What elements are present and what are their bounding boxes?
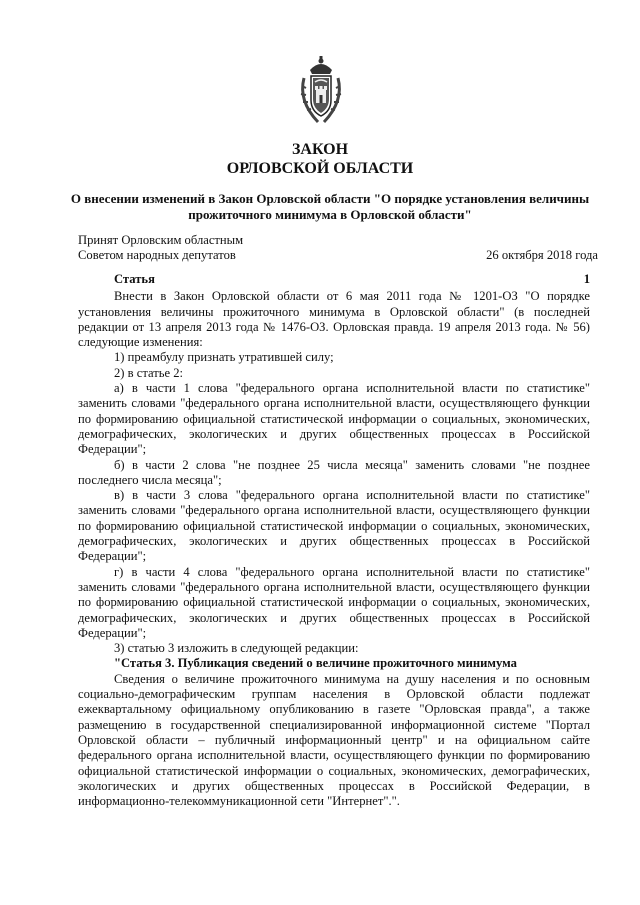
text-line: заменить словами "федерального органа исполнительной власти, осуществляющего функции xyxy=(78,579,590,594)
list-item: 1) преамбулу признать утратившей силу; xyxy=(114,350,334,365)
text-line: экологических и других общественных процессах в Российской Федерации, в xyxy=(78,778,590,793)
text-line: Федерации"; xyxy=(78,549,147,564)
text-line: Внести в Закон Орловской области от 6 мая 2011 года № 1201-ОЗ "О порядке xyxy=(114,289,590,304)
text-line: информационно-телекоммуникационной сети "Интернет".". xyxy=(78,794,400,809)
text-line: по формированию официальной статистической информации о социальных, экономических, xyxy=(78,411,590,426)
list-item: 3) статью 3 изложить в следующей редакции: xyxy=(114,641,359,656)
text-line: по формированию официальной статистической информации о социальных, экономических, xyxy=(78,595,590,610)
adoption-block xyxy=(78,233,598,264)
adoption-line: Советом народных депутатов xyxy=(78,248,236,263)
coat-of-arms-emblem xyxy=(296,56,346,126)
text-line: редакции от 13 апреля 2013 года № 1476-ОЗ. Орловская правда. 19 апреля 2013 года. № 56) xyxy=(78,319,590,334)
text-line: ежеквартальному официальному опубликованию в газете "Орловская правда", а также xyxy=(78,702,590,717)
text-line: демографических, экологических и других общественных процессах в Российской xyxy=(78,610,590,625)
text-line: установления величины прожиточного минимума в Орловской области" (в последней xyxy=(78,304,590,319)
adoption-date: 26 октября 2018 года xyxy=(486,248,598,263)
text-line: следующие изменения: xyxy=(78,335,203,350)
text-line: заменить словами "федерального органа исполнительной власти, осуществляющего функции xyxy=(78,396,590,411)
text-line: по формированию официальной статистической информации о социальных, экономических, xyxy=(78,518,590,533)
adoption-line: Принят Орловским областным xyxy=(78,233,244,247)
text-line: официальной статистической информации о социальных, экономических, демографических, xyxy=(78,763,590,778)
text-line: социально-демографическим группам населения в Орловской области подлежат xyxy=(78,687,590,702)
text-line: демографических, экологических и других общественных процессах в Российской xyxy=(78,426,590,441)
text-line: в) в части 3 слова "федерального органа исполнительной власти по статистике" xyxy=(114,488,590,503)
article-heading: Статья 1 xyxy=(114,272,590,286)
text-line: заменить словами "федерального органа исполнительной власти, осуществляющего функции xyxy=(78,503,590,518)
article3-heading: "Статья 3. Публикация сведений о величине прожиточного минимума xyxy=(114,656,517,671)
subtitle-line: О внесении изменений в Закон Орловской области "О порядке установления величины xyxy=(70,191,590,206)
text-line: последнего числа месяца"; xyxy=(78,472,222,487)
text-line: федерального органа исполнительной власти, осуществляющего функции по формированию xyxy=(78,748,590,763)
list-item: 2) в статье 2: xyxy=(114,365,184,380)
text-line: г) в части 4 слова "федерального органа исполнительной власти по статистике" xyxy=(114,564,590,579)
region-title: ОРЛОВСКОЙ ОБЛАСТИ xyxy=(226,160,414,177)
text-line: демографических, экологических и других общественных процессах в Российской xyxy=(78,534,590,549)
subtitle-line: прожиточного минимума в Орловской области" xyxy=(188,206,472,222)
text-line: Федерации"; xyxy=(78,442,147,457)
law-title: ЗАКОН xyxy=(291,141,349,158)
text-line: а) в части 1 слова "федерального органа исполнительной власти по статистике" xyxy=(114,381,590,396)
law-body xyxy=(78,272,590,809)
text-line: Орловской области – публичный информационный центр" и на официальном сайте xyxy=(78,732,590,747)
text-line: б) в части 2 слова "не позднее 25 числа месяца" заменить словами "не позднее xyxy=(114,457,590,472)
text-line: размещению в государственной специализированной информационной системе "Портал xyxy=(78,717,590,732)
law-subtitle xyxy=(60,191,600,222)
text-line: Федерации"; xyxy=(78,625,147,640)
text-line: Сведения о величине прожиточного минимума на душу населения и по основным xyxy=(114,671,590,686)
